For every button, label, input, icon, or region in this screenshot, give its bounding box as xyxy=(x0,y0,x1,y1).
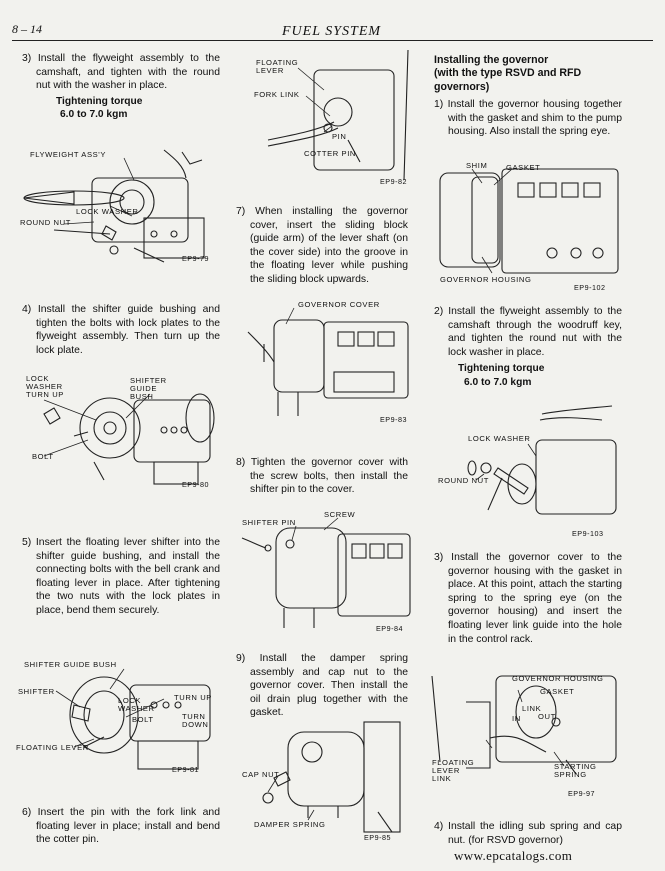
middle-step-9-block xyxy=(228,652,408,720)
left-step-6: 6) Insert the pin with the fork link and floating lever in place; install and bend the cotter pin. xyxy=(22,807,220,846)
label-bolt: BOLT xyxy=(32,452,54,461)
left-step-4: 4) Install the shifter guide bushing and tighten the bolts with lock plates to the flyweight assembly. Then turn up the lock plate. xyxy=(22,304,220,356)
label-floating: FLOATING xyxy=(432,758,475,767)
label-gasket: GASKET xyxy=(506,163,541,172)
figure-code: EP9-83 xyxy=(380,415,407,424)
label-out: OUT xyxy=(538,712,556,721)
section-heading-line-2: (with the type RSVD and RFD xyxy=(434,67,582,80)
label-turn-up: TURN UP xyxy=(174,693,212,702)
label-shifter: SHIFTER xyxy=(18,687,55,696)
figure-code: EP9-82 xyxy=(380,177,407,186)
figure-ep9-79 xyxy=(14,138,220,272)
right-step-2: 2) Install the flyweight assembly to the camshaft through the woodruff key, and tighten the round nut with the lock washer in place. xyxy=(434,306,622,358)
header-rule xyxy=(12,40,653,41)
label-lock: LOCK xyxy=(118,696,142,705)
label-lock-washer: LOCK WASHER xyxy=(468,434,531,443)
figure-code: EP9-81 xyxy=(172,765,199,774)
label-washer: WASHER xyxy=(118,704,155,713)
label-down: DOWN xyxy=(182,720,209,729)
label-in: IN xyxy=(512,714,521,723)
section-heading-line-1: Installing the governor xyxy=(434,54,549,66)
label-fork-link: FORK LINK xyxy=(254,90,300,99)
middle-step-7: 7) When installing the governor cover, insert the sliding block (guide arm) of the lever shaft (on the cover side) into the groove in the floating lever while pushing the sliding block upwards. xyxy=(236,206,408,285)
label-turn-up: TURN UP xyxy=(26,390,64,399)
figure-code: EP9-97 xyxy=(568,789,595,798)
label-governor-housing: GOVERNOR HOUSING xyxy=(512,674,604,683)
label-floating-lever: FLOATING LEVER xyxy=(16,743,89,752)
right-heading-block xyxy=(434,54,624,94)
shifter-pin-screw-illustration xyxy=(228,508,418,636)
left-column xyxy=(14,52,220,122)
figure-code: EP9-80 xyxy=(182,480,209,489)
right-step-1: 1) Install the governor housing together with the gasket and shim to the pump housing. Also install the spring eye. xyxy=(434,99,622,138)
label-cotter-pin: COTTER PIN xyxy=(304,149,356,158)
figure-code: EP9-102 xyxy=(574,283,606,292)
label-guide: GUIDE xyxy=(130,384,158,393)
watermark: www.epcatalogs.com xyxy=(454,848,573,863)
label-flyweight-assy: FLYWEIGHT ASS'Y xyxy=(30,150,106,159)
label-starting: STARTING xyxy=(554,762,597,771)
label-pin: PIN xyxy=(332,132,347,141)
label-round-nut: ROUND NUT xyxy=(20,218,71,227)
label-shifter-pin: SHIFTER PIN xyxy=(242,518,296,527)
torque-title: Tightening torque xyxy=(458,363,545,375)
figure-ep9-81 xyxy=(14,655,220,780)
middle-step-9: 9) Install the damper spring assembly and cap nut to the governor cover. Then install the oil drain plug together with the gasket. xyxy=(236,653,408,719)
label-turn: TURN xyxy=(182,712,206,721)
label-lock-washer: LOCK WASHER xyxy=(76,207,139,216)
governor-housing-shim-gasket-illustration xyxy=(432,157,622,293)
figure-code: EP9-84 xyxy=(376,624,403,633)
left-step-4-block xyxy=(14,303,220,357)
label-lever: LEVER xyxy=(432,766,460,775)
figure-code: EP9-79 xyxy=(182,254,209,263)
left-step-5: 5) Insert the floating lever shifter into the shifter guide bushing, and install the connecting bolts with the bell crank and floating lever in place. After tightening the two nuts with the lock plates in place, bend them securely. xyxy=(22,537,220,616)
label-bolt: BOLT xyxy=(132,715,154,724)
figure-code: EP9-103 xyxy=(572,529,604,538)
label-shifter-guide-bush: SHIFTER GUIDE BUSH xyxy=(24,660,117,669)
section-title: FUEL SYSTEM xyxy=(282,24,382,39)
figure-code: EP9-85 xyxy=(364,833,391,842)
torque-value: 6.0 to 7.0 kgm xyxy=(60,109,128,121)
right-step-4: 4) Install the idling sub spring and cap nut. (for RSVD governor) xyxy=(434,821,622,846)
label-floating: FLOATING xyxy=(256,58,299,67)
right-step-2-block xyxy=(426,305,622,389)
label-gasket: GASKET xyxy=(540,687,575,696)
figure-ep9-84 xyxy=(228,508,418,636)
figure-ep9-85 xyxy=(228,712,418,844)
left-step-3: 3) Install the flyweight assembly to the camshaft, and tighten with the round nut with the washer in place. xyxy=(22,53,220,92)
label-governor-housing: GOVERNOR HOUSING xyxy=(440,275,532,284)
label-round-nut: ROUND NUT xyxy=(438,476,489,485)
figure-ep9-97 xyxy=(426,662,622,800)
label-spring: SPRING xyxy=(554,770,587,779)
label-screw: SCREW xyxy=(324,510,356,519)
left-step-6-block xyxy=(14,806,220,847)
label-shifter: SHIFTER xyxy=(130,376,167,385)
label-damper-spring: DAMPER SPRING xyxy=(254,820,326,829)
torque-title: Tightening torque xyxy=(56,95,143,107)
right-step-4-block xyxy=(426,820,622,847)
governor-cover-illustration xyxy=(228,292,418,424)
label-governor-cover: GOVERNOR COVER xyxy=(298,300,380,309)
section-heading-line-3: governors) xyxy=(434,80,490,93)
figure-ep9-83 xyxy=(228,292,418,424)
label-bush: BUSH xyxy=(130,392,154,401)
label-cap-nut: CAP NUT xyxy=(242,770,280,779)
label-lever: LEVER xyxy=(256,66,284,75)
left-step-5-block xyxy=(14,536,220,618)
torque-value: 6.0 to 7.0 kgm xyxy=(464,376,532,388)
label-lock: LOCK xyxy=(26,374,50,383)
label-link: LINK xyxy=(522,704,542,713)
page-number: 8 – 14 xyxy=(12,22,42,36)
lock-washer-round-nut-illustration xyxy=(432,398,622,540)
label-link-lower: LINK xyxy=(432,774,452,783)
figure-ep9-103 xyxy=(432,398,622,540)
right-step-3-block xyxy=(426,551,622,646)
right-step-1-block xyxy=(426,98,622,139)
figure-ep9-102 xyxy=(432,157,622,293)
figure-ep9-80 xyxy=(14,370,220,492)
middle-step-8: 8) Tighten the governor cover with the screw bolts, then install the shifter pin to the cover. xyxy=(236,457,408,496)
middle-step-7-block xyxy=(228,205,408,287)
label-shim: SHIM xyxy=(466,161,488,170)
label-washer: WASHER xyxy=(26,382,63,391)
figure-ep9-82 xyxy=(228,50,418,188)
right-step-3: 3) Install the governor cover to the governor housing with the gasket in place. At this point, attach the starting spring to the spring eye (on the governor housing) and insert the floating lever link guide into the hole in the control rack. xyxy=(434,552,622,645)
middle-step-8-block xyxy=(228,456,408,497)
page-header xyxy=(0,4,665,40)
